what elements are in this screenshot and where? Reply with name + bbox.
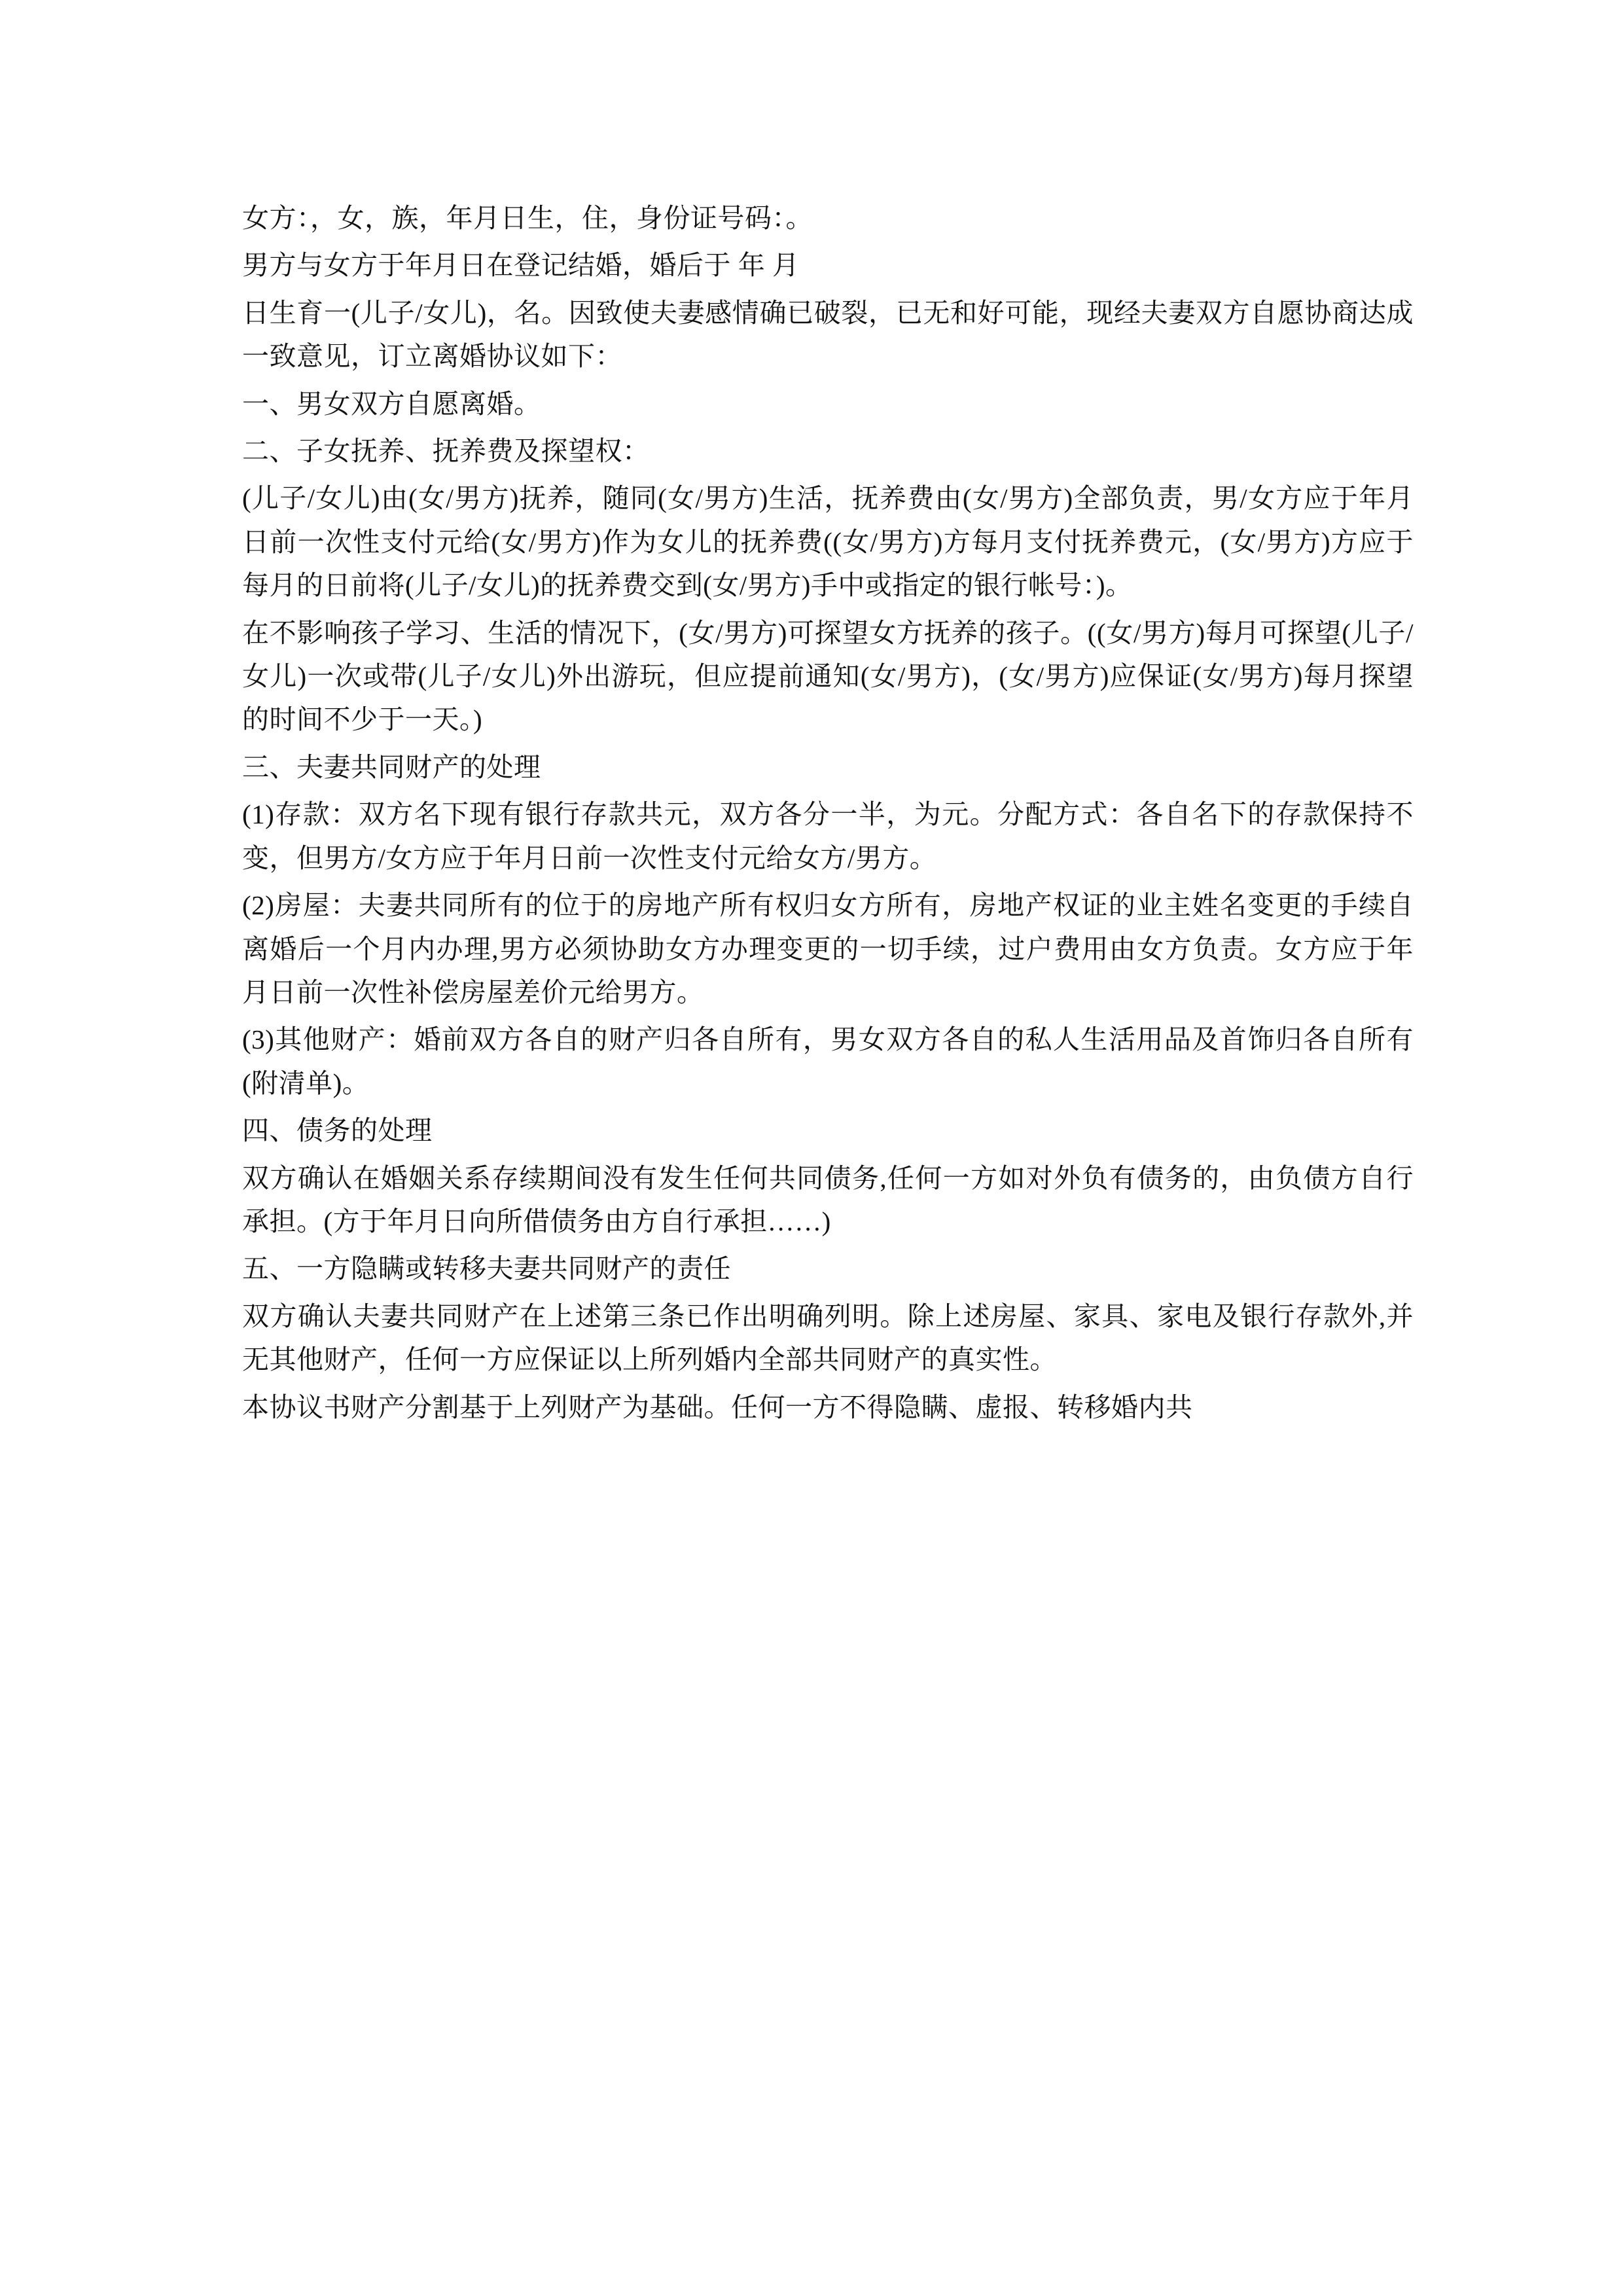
clause-heading-three: 三、夫妻共同财产的处理 — [242, 751, 541, 782]
paragraph-2: 男方与女方于年月日在登记结婚，婚后于 年 月 — [242, 250, 800, 281]
clause-heading-four: 四、债务的处理 — [242, 1115, 433, 1146]
paragraph-custody-support: (儿子/女儿)由(女/男方)抚养，随同(女/男方)生活，抚养费由(女/男方)全部负责，男/女方应于年月日前一次性支付元给(女/男方)作为女儿的抚养费((女/男方)方每月支付抚养费元，(女/男方)方应于每月的日前将(儿子/女儿)的抚养费交到(女/男方)手中或指定的银行帐号：)。 — [242, 483, 1414, 601]
paragraph-house: (2)房屋：夫妻共同所有的位于的房地产所有权归女方所有，房地产权证的业主姓名变更的手续自离婚后一个月内办理,男方必须协助女方办理变更的一切手续，过户费用由女方负责。女方应于年月日前一次性补偿房屋差价元给男方。 — [242, 890, 1414, 1007]
document-body — [242, 196, 1414, 1429]
clause-heading-one: 一、男女双方自愿离婚。 — [242, 388, 541, 419]
paragraph-deposits: (1)存款：双方名下现有银行存款共元，双方各分一半，为元。分配方式：各自名下的存款保持不变，但男方/女方应于年月日前一次性支付元给女方/男方。 — [242, 799, 1414, 873]
paragraph-debts: 双方确认在婚姻关系存续期间没有发生任何共同债务,任何一方如对外负有债务的，由负债方自行承担。(方于年月日向所借债务由方自行承担……) — [242, 1162, 1414, 1236]
paragraph-division-basis: 本协议书财产分割基于上列财产为基础。任何一方不得隐瞒、虚报、转移婚内共 — [242, 1391, 1193, 1422]
paragraph-concealment-liability: 双方确认夫妻共同财产在上述第三条已作出明确列明。除上述房屋、家具、家电及银行存款外,并无其他财产，任何一方应保证以上所列婚内全部共同财产的真实性。 — [242, 1300, 1414, 1375]
clause-heading-two: 二、子女抚养、抚养费及探望权： — [242, 436, 650, 467]
clause-heading-five: 五、一方隐瞒或转移夫妻共同财产的责任 — [242, 1253, 731, 1284]
paragraph-other-property: (3)其他财产：婚前双方各自的财产归各自所有，男女双方各自的私人生活用品及首饰归各自所有(附清单)。 — [242, 1024, 1414, 1098]
paragraph-visitation: 在不影响孩子学习、生活的情况下，(女/男方)可探望女方抚养的孩子。((女/男方)每月可探望(儿子/女儿)一次或带(儿子/女儿)外出游玩，但应提前通知(女/男方)，(女/男方)应保证(女/男方)每月探望的时间不少于一天。) — [242, 617, 1414, 735]
paragraph-3: 日生育一(儿子/女儿)，名。因致使夫妻感情确已破裂，已无和好可能，现经夫妻双方自愿协商达成一致意见，订立离婚协议如下： — [242, 297, 1414, 372]
paragraph-1: 女方：，女，族，年月日生，住，身份证号码：。 — [242, 203, 813, 233]
